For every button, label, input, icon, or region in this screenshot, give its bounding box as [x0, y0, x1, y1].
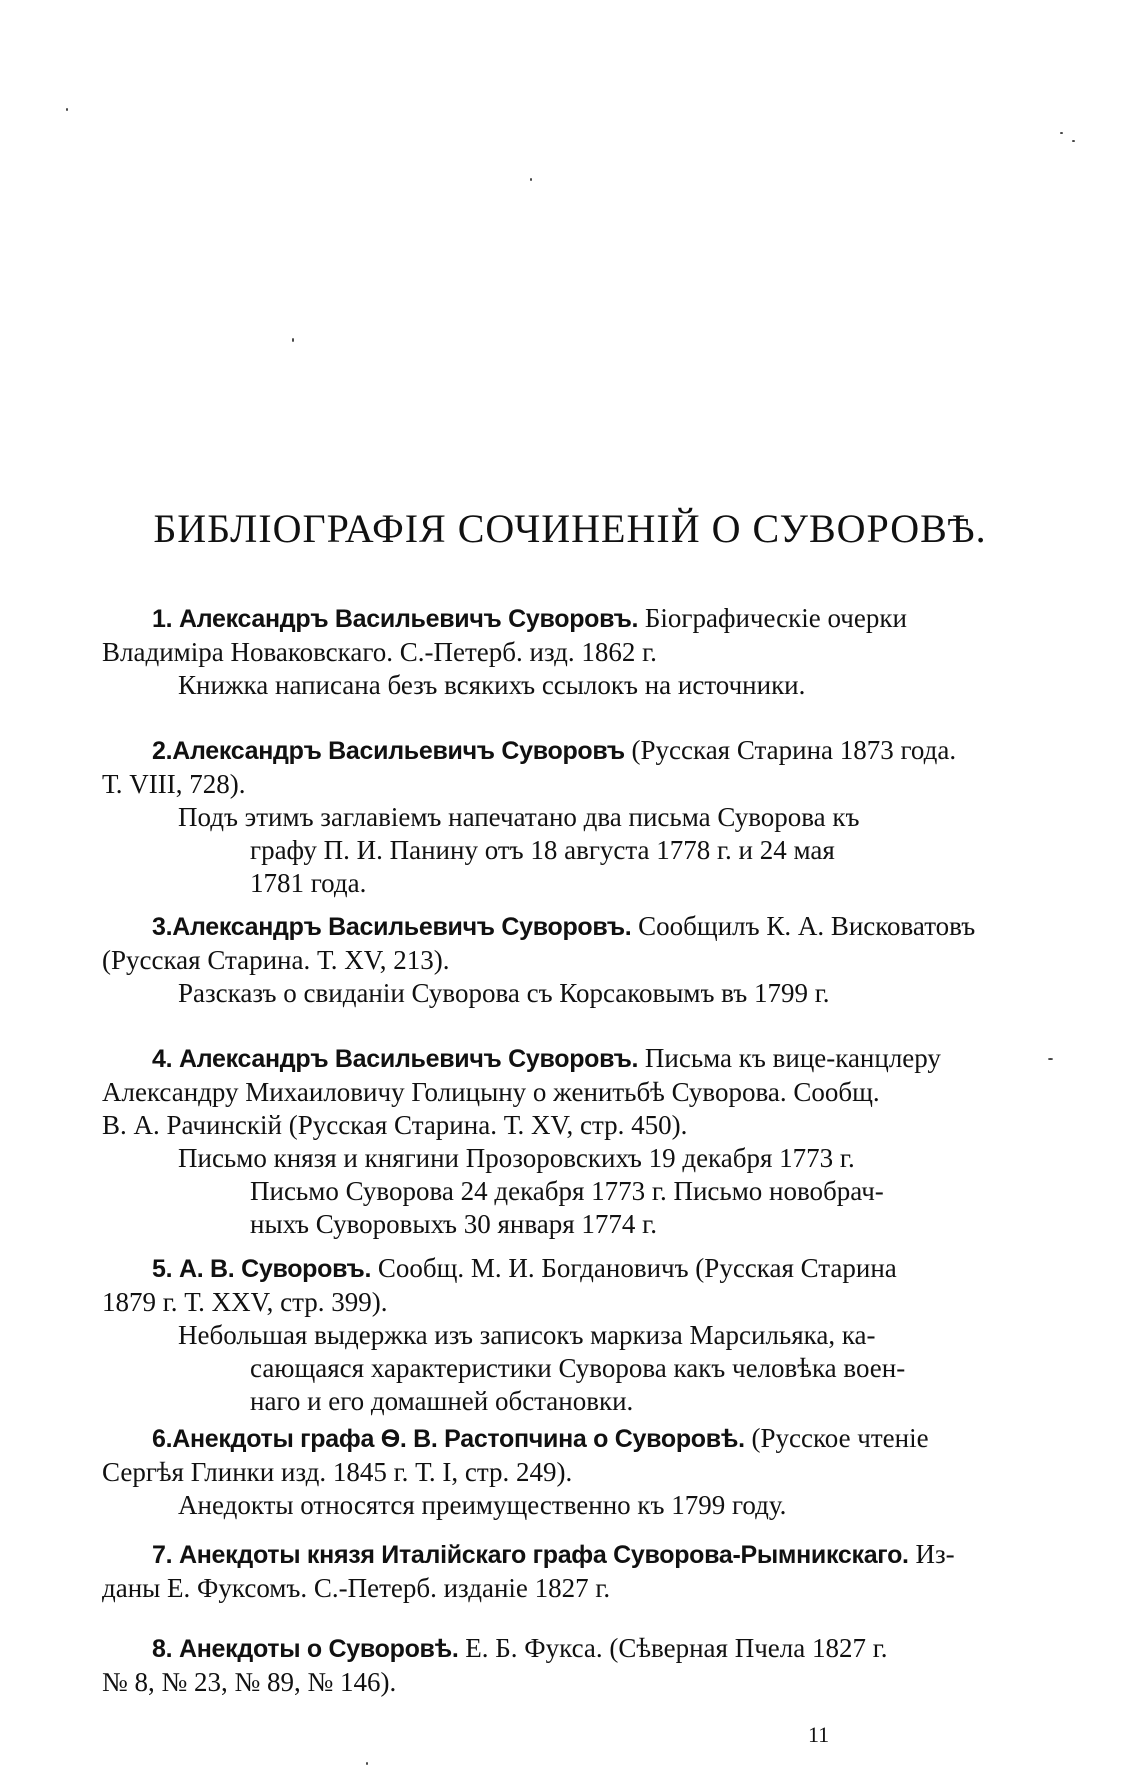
- entry-text: Біографическіе очерки: [638, 603, 907, 633]
- print-speck: [1072, 140, 1075, 142]
- print-speck: [66, 108, 68, 111]
- entry-note: Анедокты относятся преимущественно къ 1799 году.: [178, 1490, 787, 1520]
- entry-heading: Александръ Васильевичъ Суворовъ.: [179, 1045, 639, 1073]
- entry-line: [102, 1422, 982, 1456]
- page-number: 11: [808, 1722, 830, 1747]
- entry-text: Сообщ. М. И. Богдановичъ (Русская Старина: [371, 1253, 897, 1283]
- entry-note: Разсказъ о свиданіи Суворова съ Корсаковымъ въ 1799 г.: [178, 978, 830, 1008]
- bibliography-entry-7: [102, 1538, 982, 1605]
- entry-number: 2.: [152, 737, 173, 765]
- entry-note: графу П. И. Панину отъ 18 августа 1778 г. и 24 мая: [250, 835, 835, 865]
- entry-line: [102, 1042, 982, 1076]
- entry-heading: Анекдоты князя Италійскаго графа Суворова-Рымникскаго.: [179, 1541, 909, 1569]
- entry-heading: Александръ Васильевичъ Суворовъ.: [179, 605, 639, 633]
- entry-note: ныхъ Суворовыхъ 30 января 1774 г.: [250, 1209, 657, 1239]
- entry-line: даны Е. Фуксомъ. С.-Петерб. изданіе 1827 г.: [102, 1573, 611, 1603]
- entry-line: [102, 910, 982, 944]
- bibliography-entry-2: [102, 734, 982, 900]
- entry-number: 8.: [152, 1635, 173, 1663]
- bibliography-entry-1: [102, 602, 982, 702]
- entry-line: 1879 г. Т. XXV, стр. 399).: [102, 1287, 388, 1317]
- entry-line: [102, 1252, 982, 1286]
- entry-line: [102, 1632, 982, 1666]
- entry-note: Небольшая выдержка изъ записокъ маркиза Марсильяка, ка-: [178, 1320, 876, 1350]
- entry-number: 6.: [152, 1425, 173, 1453]
- entry-line: (Русская Старина. Т. XV, 213).: [102, 945, 450, 975]
- entry-line: [102, 734, 982, 768]
- entry-text: (Русское чтеніе: [744, 1423, 929, 1453]
- entry-line: В. А. Рачинскій (Русская Старина. Т. XV, стр. 450).: [102, 1110, 688, 1140]
- print-speck: [292, 338, 294, 342]
- entry-line: [102, 602, 982, 636]
- print-speck: [366, 1762, 368, 1765]
- entry-text: (Русская Старина 1873 года.: [624, 735, 957, 765]
- page-title: БИБЛІОГРАФІЯ СОЧИНЕНІЙ О СУВОРОВѢ.: [153, 506, 987, 551]
- entry-note: наго и его домашней обстановки.: [250, 1386, 634, 1416]
- print-speck: [1048, 1058, 1053, 1060]
- entry-note: 1781 года.: [250, 868, 367, 898]
- entry-note: Подъ этимъ заглавіемъ напечатано два письма Суворова къ: [178, 802, 860, 832]
- entry-heading: Александръ Васильевичъ Суворовъ.: [172, 913, 632, 941]
- entry-line: Александру Михаиловичу Голицыну о женитьбѣ Суворова. Сообщ.: [102, 1077, 880, 1107]
- entry-heading: Александръ Васильевичъ Суворовъ: [172, 737, 625, 765]
- entry-note: Письмо князя и княгини Прозоровскихъ 19 декабря 1773 г.: [178, 1143, 855, 1173]
- entry-note: Книжка написана безъ всякихъ ссылокъ на источники.: [178, 670, 806, 700]
- bibliography-entry-4: [102, 1042, 982, 1241]
- entry-text: Е. Б. Фукса. (Сѣверная Пчела 1827 г.: [458, 1633, 888, 1663]
- entry-number: 4.: [152, 1045, 173, 1073]
- entry-line: Т. VIII, 728).: [102, 769, 246, 799]
- entry-number: 1.: [152, 605, 173, 633]
- entry-note: сающаяся характеристики Суворова какъ человѣка воен-: [250, 1353, 906, 1383]
- entry-number: 7.: [152, 1541, 173, 1569]
- print-speck: [530, 178, 532, 181]
- entry-heading: А. В. Суворовъ.: [179, 1255, 372, 1283]
- bibliography-entry-3: [102, 910, 982, 1010]
- bibliography-entry-8: [102, 1632, 982, 1699]
- entry-text: Из-: [908, 1539, 955, 1569]
- bibliography-entry-6: [102, 1422, 982, 1522]
- entry-line: № 8, № 23, № 89, № 146).: [102, 1667, 397, 1697]
- entry-note: Письмо Суворова 24 декабря 1773 г. Письмо новобрач-: [250, 1176, 884, 1206]
- entry-number: 5.: [152, 1255, 173, 1283]
- print-speck: [1060, 132, 1063, 134]
- entry-text: Письма къ вице-канцлеру: [638, 1043, 941, 1073]
- entry-text: Сообщилъ К. А. Висковатовъ: [631, 911, 976, 941]
- entry-number: 3.: [152, 913, 173, 941]
- entry-heading: Анекдоты о Суворовѣ.: [179, 1635, 459, 1663]
- entry-line: Сергѣя Глинки изд. 1845 г. Т. I, стр. 249).: [102, 1457, 573, 1487]
- entry-line: [102, 1538, 982, 1572]
- entry-line: Владиміра Новаковскаго. С.-Петерб. изд. 1862 г.: [102, 637, 657, 667]
- entry-heading: Анекдоты графа Ѳ. В. Растопчина о Суворовѣ.: [172, 1425, 745, 1453]
- bibliography-entry-5: [102, 1252, 982, 1418]
